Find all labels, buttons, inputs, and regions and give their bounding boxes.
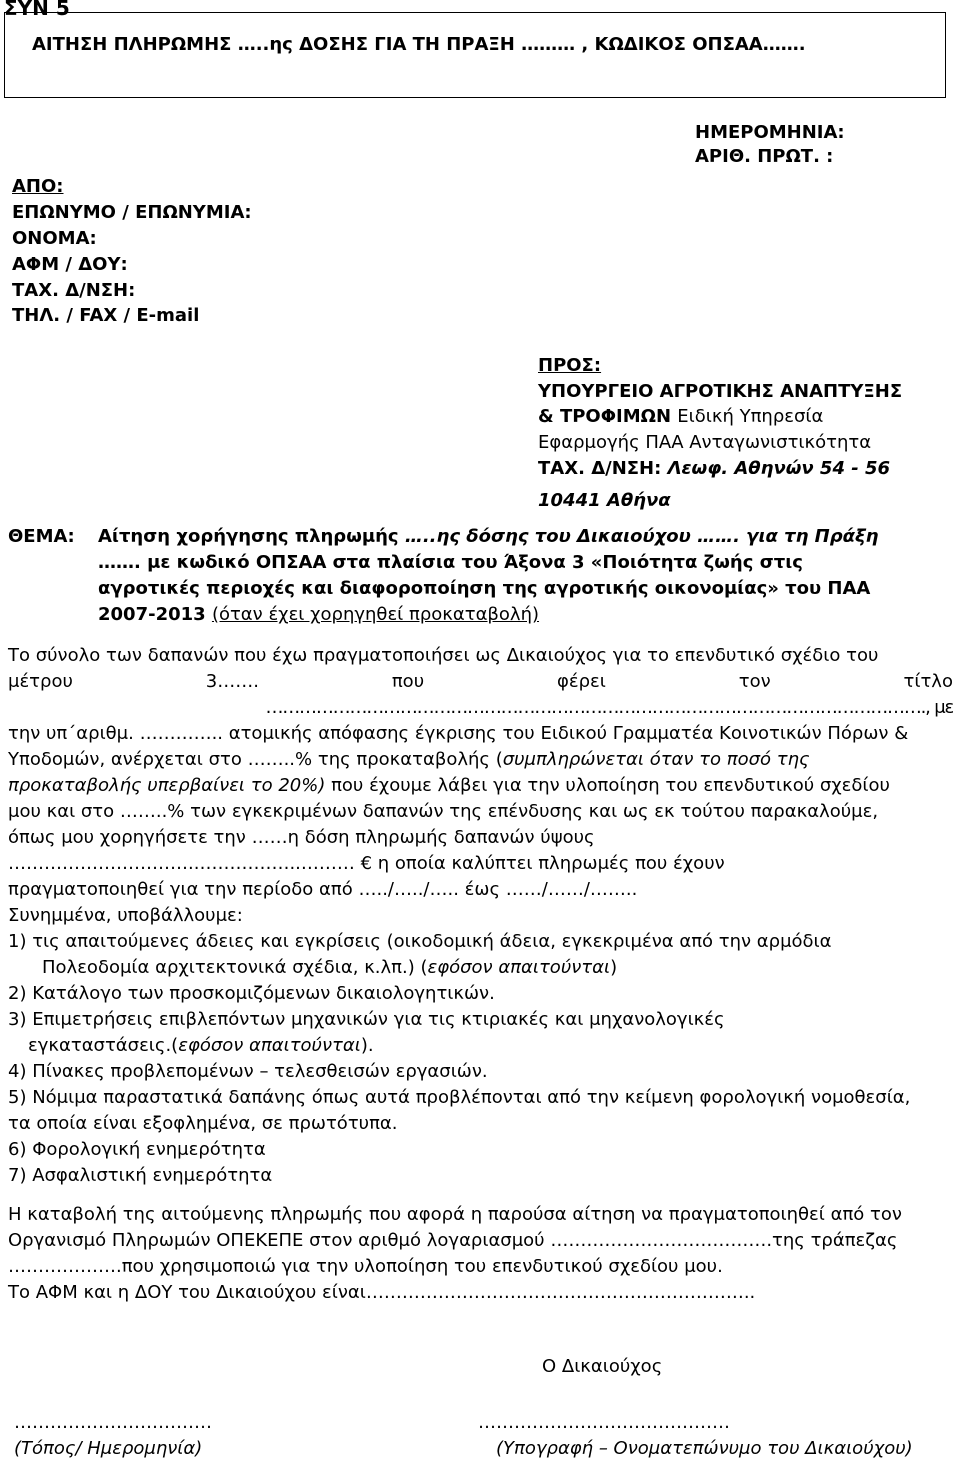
signature-label: (Υπογραφή – Ονοματεπώνυμο του Δικαιούχου): [496, 1438, 913, 1459]
body-l2-w1: μέτρου: [8, 671, 73, 692]
to-address-value: Λεωφ. Αθηνών 54 - 56: [667, 458, 891, 479]
body-6a: προκαταβολής υπερβαίνει το 20%): [8, 775, 326, 796]
item1c-text: εφόσον απαιτούνται: [427, 957, 611, 978]
to-ministry-2a: & ΤΡΟΦΙΜΩΝ: [538, 406, 678, 427]
header-box: [4, 12, 946, 98]
body-l2-w5: τον: [738, 671, 771, 692]
signature-title: Ο Δικαιούχος: [542, 1356, 663, 1377]
attached-item-1b: [42, 955, 942, 981]
body-l2-w2: 3…….: [205, 671, 259, 692]
attached-item-4: 4) Πίνακες προβλεπομένων – τελεσθεισών εργασιών.: [8, 1061, 488, 1082]
item1b-text: Πολεοδομία αρχιτεκτονικά σχέδια, κ.λπ.) (: [42, 957, 428, 978]
attached-heading: Συνημμένα, υποβάλλουμε:: [8, 905, 243, 926]
subject-4a: 2007-2013: [98, 604, 212, 625]
body-6b: που έχουμε λάβει για την υλοποίηση του επενδυτικού σχεδίου: [325, 775, 890, 796]
attached-item-3a: 3) Επιμετρήσεις επιβλεπόντων μηχανικών για τις κτιριακές και μηχανολογικές: [8, 1009, 725, 1030]
place-date-dots: ……………………………: [14, 1412, 212, 1433]
item3c-text: εφόσον απαιτούνται: [178, 1035, 361, 1056]
subject-1a: Αίτηση χορήγησης πληρωμής: [98, 526, 405, 547]
payment-line-3: ……………….που χρησιμοποιώ για την υλοποίηση του επενδυτικού σχεδίου μου.: [8, 1256, 723, 1277]
subject-1b: …..ης δόσης του Δικαιούχου ……. για τη Πράξη: [404, 526, 879, 547]
body-line-3: ………………………………………………………………………………………………………., με: [265, 697, 953, 718]
body-line-2: [8, 669, 953, 695]
protocol-label: ΑΡΙΘ. ΠΡΩΤ. :: [695, 146, 834, 167]
from-name: ΟΝΟΜΑ:: [12, 228, 97, 249]
body-line-7: μου και στο ……..% των εγκεκριμένων δαπανών της επένδυσης και ως εκ τούτου παρακαλούμε,: [8, 801, 879, 822]
to-city: 10441 Αθήνα: [538, 490, 671, 511]
attached-item-5b: τα οποία είναι εξοφλημένα, σε πρωτότυπα.: [8, 1113, 398, 1134]
body-l2-w6: τίτλο: [903, 671, 953, 692]
date-label: ΗΜΕΡΟΜΗΝΙΑ:: [695, 122, 845, 143]
body-line-10: πραγματοποιηθεί για την περίοδο από …../…../….. έως ……/……/……..: [8, 879, 638, 900]
from-contact: ΤΗΛ. / FAX / E-mail: [12, 305, 200, 326]
subject-line-4: [98, 604, 539, 625]
signature-dots: ……………………………………: [478, 1412, 730, 1433]
payment-line-2: Οργανισμό Πληρωμών ΟΠΕΚΕΠΕ στον αριθμό λογαριασμού ……………………………….της τράπεζας: [8, 1230, 898, 1251]
payment-line-4: Το ΑΦΜ και η ΔΟΥ του Δικαιούχου είναι………………………………………………………..: [8, 1282, 756, 1303]
to-ministry: ΥΠΟΥΡΓΕΙΟ ΑΓΡΟΤΙΚΗΣ ΑΝΑΠΤΥΞΗΣ: [538, 381, 903, 402]
attached-item-7: 7) Ασφαλιστική ενημερότητα: [8, 1165, 273, 1186]
body-line-6: [8, 773, 953, 799]
item3d-text: ).: [360, 1035, 374, 1056]
attached-item-5a: 5) Νόμιμα παραστατικά δαπάνης όπως αυτά προβλέπονται από την κείμενη φορολογική νομοθεσία,: [8, 1087, 911, 1108]
attached-item-2: 2) Κατάλογο των προσκομιζόμενων δικαιολογητικών.: [8, 983, 495, 1004]
body-5a: Υποδομών, ανέρχεται στο ……..% της προκαταβολής (: [8, 749, 503, 770]
to-ministry-2: [538, 406, 823, 427]
subject-line-2: [98, 552, 803, 573]
attached-item-1a: 1) τις απαιτούμενες άδειες και εγκρίσεις (οικοδομική άδεια, εγκεκριμένα από την αρμόδια: [8, 931, 832, 952]
attached-item-3b: [28, 1033, 928, 1059]
payment-line-1: Η καταβολή της αιτούμενης πληρωμής που αφορά η παρούσα αίτηση να πραγματοποιηθεί από τον: [8, 1204, 902, 1225]
subject-2b: «Ποιότητα ζωής στις: [590, 552, 803, 573]
body-l2-w4: φέρει: [557, 671, 606, 692]
subject-4b: (όταν έχει χορηγηθεί προκαταβολή): [211, 604, 540, 625]
to-address-label: ΤΑΧ. Δ/ΝΣΗ:: [538, 458, 668, 479]
to-label: ΠΡΟΣ:: [538, 355, 602, 376]
body-l2-w3: που: [391, 671, 425, 692]
body-line-8: όπως μου χορηγήσετε την ……η δόση πληρωμής δαπανών ύψους: [8, 827, 595, 848]
form-code: ΣΥΝ 5: [4, 0, 70, 20]
from-label: ΑΠΟ:: [12, 176, 64, 197]
subject-2a: ……. με κωδικό ΟΠΣΑΑ στα πλαίσια του Άξονα 3: [98, 552, 591, 573]
from-afm: ΑΦΜ / ΔΟΥ:: [12, 254, 128, 275]
subject-line-3: αγροτικές περιοχές και διαφοροποίηση της αγροτικής οικονομίας» του ΠΑΑ: [98, 578, 871, 599]
place-date-label: (Τόπος/ Ημερομηνία): [14, 1438, 203, 1459]
body-5b: συμπληρώνεται όταν το ποσό της: [502, 749, 810, 770]
subject-line-1: [98, 526, 878, 547]
item3b-text: εγκαταστάσεις.(: [28, 1035, 179, 1056]
body-line-4: την υπ΄αριθμ. ………….. ατομικής απόφασης έγκρισης του Ειδικού Γραμματέα Κοινοτικών Πόρων &: [8, 723, 909, 744]
to-program: Εφαρμογής ΠΑΑ Ανταγωνιστικότητα: [538, 432, 872, 453]
to-service: Ειδική Υπηρεσία: [677, 406, 824, 427]
from-address: ΤΑΧ. Δ/ΝΣΗ:: [12, 280, 136, 301]
from-surname: ΕΠΩΝΥΜΟ / ΕΠΩΝΥΜΙΑ:: [12, 202, 252, 223]
form-title: ΑΙΤΗΣΗ ΠΛΗΡΩΜΗΣ …..ης ΔΟΣΗΣ ΓΙΑ ΤΗ ΠΡΑΞΗ ……… , ΚΩΔΙΚΟΣ ΟΠΣΑΑ…….: [32, 34, 806, 55]
body-line-9: …………………………..……………..……… € η οποία καλύπτει πληρωμές που έχουν: [8, 853, 725, 874]
item1d-text: ): [610, 957, 618, 978]
subject-label: ΘΕΜΑ:: [8, 526, 75, 547]
body-line-1: Το σύνολο των δαπανών που έχω πραγματοποιήσει ως Δικαιούχος για το επενδυτικό σχέδιο του: [8, 645, 879, 666]
attached-item-6: 6) Φορολογική ενημερότητα: [8, 1139, 266, 1160]
body-line-5: [8, 747, 953, 773]
to-address: [538, 458, 890, 479]
